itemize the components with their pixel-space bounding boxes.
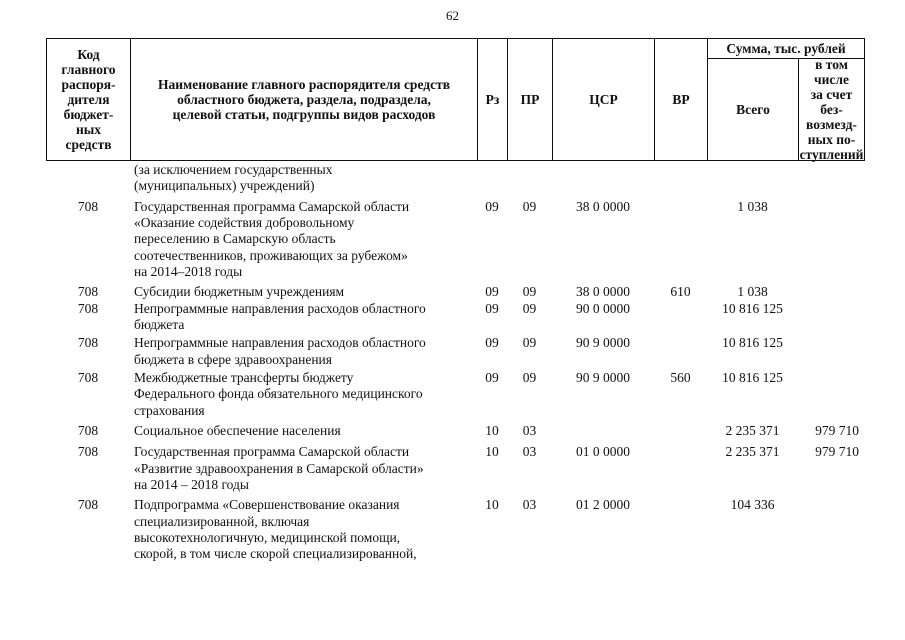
row-code	[46, 162, 130, 195]
header-sum: Сумма, тыс. рублей	[708, 39, 865, 59]
row-pr: 09	[522, 284, 537, 300]
table-row	[46, 199, 876, 281]
row-rz: 09	[485, 300, 499, 316]
row-free	[798, 497, 876, 562]
row-rz: 09	[485, 369, 499, 385]
row-name: Государственная программа Самарской области «Развитие здравоохранения в Самарской области» на 2014 – 2018 годы	[134, 444, 424, 492]
row-total: 2 235 371	[725, 422, 780, 438]
row-code: 708	[77, 284, 99, 300]
row-rz: 10	[485, 444, 499, 460]
row-total: 1 038	[737, 198, 768, 214]
row-csr	[552, 162, 654, 195]
header-free: в том числе за счет без- возмезд- ных по- ступлений	[799, 56, 864, 163]
row-code: 708	[77, 444, 99, 460]
table-row	[46, 423, 876, 439]
row-rz: 10	[485, 422, 499, 438]
row-csr: 38 0 0000	[576, 198, 630, 214]
row-name: Социальное обеспечение населения	[134, 422, 341, 438]
row-free	[798, 335, 876, 368]
row-name: Субсидии бюджетным учреждениям	[134, 284, 345, 300]
header-name: Наименование главного распорядителя средств областного бюджета, раздела, подраздела, целевой статьи, подгруппы видов расходов	[131, 39, 478, 161]
row-free: 979 710	[815, 422, 859, 438]
row-vr	[654, 162, 707, 195]
header-csr: ЦСР	[553, 39, 655, 161]
page-number: 62	[446, 8, 459, 23]
table-header	[46, 38, 865, 161]
row-total: 10 816 125	[722, 369, 783, 385]
table-body	[46, 162, 876, 563]
row-total: 104 336	[730, 497, 775, 513]
row-vr	[654, 423, 707, 439]
row-name: Непрограммные направления расходов областного бюджета в сфере здравоохранения	[134, 335, 426, 367]
row-code: 708	[77, 422, 99, 438]
row-csr: 38 0 0000	[576, 284, 630, 300]
table-row	[46, 370, 876, 419]
header-rz: Рз	[478, 39, 508, 161]
row-csr: 90 9 0000	[576, 335, 630, 351]
table-row	[46, 284, 876, 300]
header-total: Всего	[708, 59, 799, 161]
row-free	[798, 284, 876, 300]
row-code: 708	[77, 369, 99, 385]
row-vr	[654, 444, 707, 493]
row-total: 2 235 371	[725, 444, 780, 460]
row-rz: 09	[485, 284, 499, 300]
row-csr	[552, 423, 654, 439]
header-code: Код главного распоря- дителя бюджет- ных средств	[47, 39, 131, 161]
table-row	[46, 335, 876, 368]
row-vr	[654, 199, 707, 281]
row-vr	[654, 335, 707, 368]
row-code: 708	[77, 300, 99, 316]
row-code: 708	[77, 198, 99, 214]
row-pr: 09	[522, 198, 537, 214]
table-row	[46, 497, 876, 562]
row-total: 1 038	[737, 284, 768, 300]
row-pr: 09	[522, 300, 537, 316]
row-vr	[654, 497, 707, 562]
row-name: Государственная программа Самарской области «Оказание содействия добровольному переселению в Самарскую область соотечественников, проживающих за рубежом» на 2014–2018 годы	[134, 198, 410, 279]
row-csr: 90 9 0000	[576, 369, 630, 385]
row-total: 10 816 125	[722, 300, 783, 316]
row-pr	[507, 162, 552, 195]
row-rz	[477, 162, 507, 195]
row-pr: 03	[522, 422, 537, 438]
row-rz: 09	[485, 198, 499, 214]
row-code: 708	[77, 335, 99, 351]
row-rz: 09	[485, 335, 499, 351]
row-csr: 90 0 0000	[576, 300, 630, 316]
row-vr: 560	[670, 369, 691, 385]
row-pr: 09	[522, 335, 537, 351]
row-total: 10 816 125	[722, 335, 783, 351]
row-name: (за исключением государственных (муниципальных) учреждений)	[134, 162, 333, 194]
table-row	[46, 444, 876, 493]
row-pr: 09	[522, 369, 537, 385]
row-name: Непрограммные направления расходов областного бюджета	[134, 300, 426, 332]
table-row	[46, 162, 876, 195]
row-vr: 610	[670, 284, 691, 300]
row-csr: 01 0 0000	[576, 444, 630, 460]
row-free	[798, 162, 876, 195]
row-pr: 03	[522, 497, 537, 513]
row-code: 708	[77, 497, 99, 513]
row-rz: 10	[485, 497, 499, 513]
row-free	[798, 370, 876, 419]
row-free	[798, 199, 876, 281]
row-name: Межбюджетные трансферты бюджету Федерального фонда обязательного медицинского страхования	[134, 369, 423, 418]
row-pr: 03	[522, 444, 537, 460]
row-free	[798, 301, 876, 334]
row-vr	[654, 301, 707, 334]
row-total	[707, 162, 798, 195]
table-row	[46, 301, 876, 334]
header-vr: ВР	[655, 39, 708, 161]
header-pr: ПР	[508, 39, 553, 161]
row-free: 979 710	[815, 444, 859, 460]
row-name: Подпрограмма «Совершенствование оказания специализированной, включая высокотехнологичную, медицинской помощи, скорой, в том числе скорой специализированной,	[134, 497, 417, 562]
row-csr: 01 2 0000	[576, 497, 630, 513]
